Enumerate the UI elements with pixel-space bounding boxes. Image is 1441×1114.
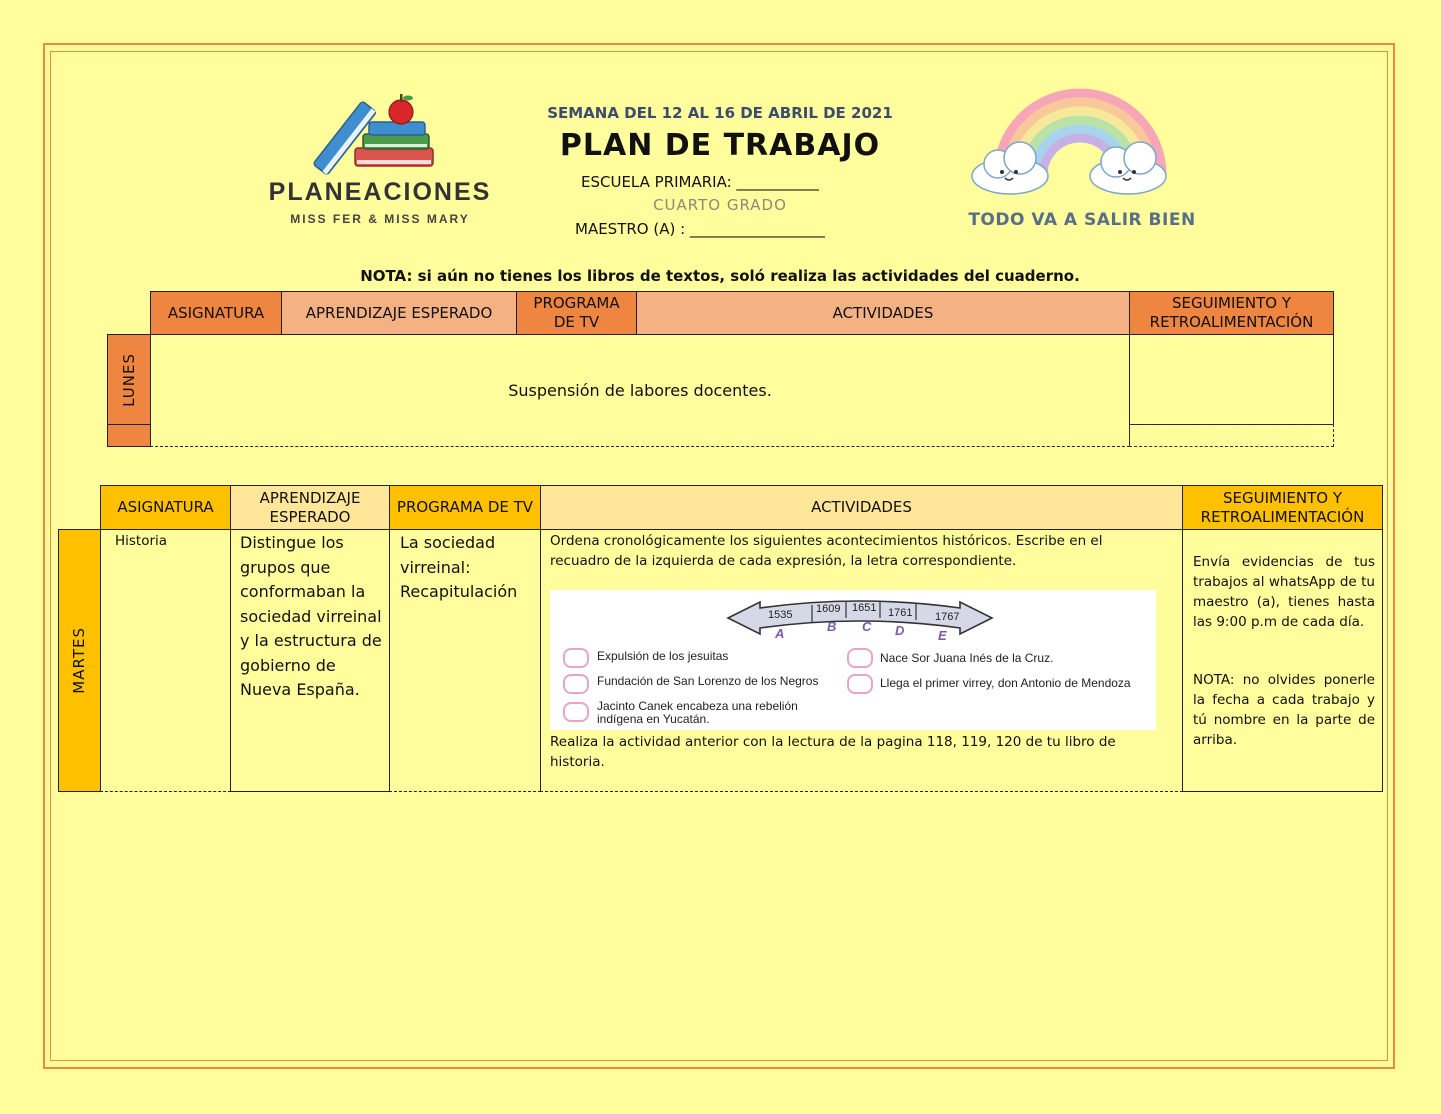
martes-asignatura: Historia — [115, 533, 168, 549]
lunes-day-extra — [107, 424, 151, 447]
martes-programa: La sociedad virreinal: Recapitulación — [400, 533, 518, 601]
martes-seguimiento-2: NOTA: no olvides ponerle la fecha a cada trabajo y tú nombre en la parte de arriba. — [1193, 672, 1375, 748]
timeline-option: Fundación de San Lorenzo de los Negros — [597, 674, 819, 688]
lunes-seguimiento — [1129, 334, 1334, 425]
grade-label: CUARTO GRADO — [653, 196, 787, 214]
martes-header-actividades: ACTIVIDADES — [540, 485, 1183, 530]
timeline-option: Llega el primer virrey, don Antonio de Mendoza — [880, 676, 1131, 690]
timeline-option: Expulsión de los jesuitas — [597, 649, 729, 663]
page-title: PLAN DE TRABAJO — [559, 128, 881, 163]
timeline-option: Jacinto Canek encabeza una rebelión indígena en Yucatán. — [597, 699, 798, 726]
logo-subtitle: MISS FER & MISS MARY — [290, 212, 470, 226]
lunes-text: Suspensión de labores docentes. — [508, 380, 772, 400]
timeline-letter: C — [862, 619, 872, 634]
lunes-header-actividades: ACTIVIDADES — [636, 291, 1130, 335]
lunes-day-label — [107, 334, 151, 425]
rainbow-caption: TODO VA A SALIR BIEN — [968, 210, 1196, 230]
martes-aprendizaje: Distingue los grupos que conformaban la sociedad virreinal y la estructura de gobierno de Nueva España. — [240, 533, 382, 699]
martes-actividades-intro: Ordena cronológicamente los siguientes acontecimientos históricos. Escribe en el recuadro de la izquierda de cada expresión, la letra correspondiente. — [550, 533, 1103, 569]
timeline-letter: E — [938, 628, 947, 643]
answer-box[interactable] — [847, 648, 873, 668]
lunes-header-seguimiento: SEGUIMIENTO Y RETROALIMENTACIÓN — [1129, 291, 1334, 335]
teacher-field: MAESTRO (A) : __________________ — [575, 220, 825, 238]
answer-box[interactable] — [563, 674, 589, 694]
timeline-year: 1535 — [768, 609, 793, 621]
lunes-header-asignatura: ASIGNATURA — [150, 291, 282, 335]
timeline-option: Nace Sor Juana Inés de la Cruz. — [880, 651, 1054, 665]
week-heading: SEMANA DEL 12 AL 16 DE ABRIL DE 2021 — [547, 104, 893, 122]
timeline-letter: A — [775, 626, 785, 641]
martes-seguimiento-1: Envía evidencias de tus trabajos al whatsApp de tu maestro (a), tienes hasta las 9:00 p.m de cada día. — [1193, 554, 1375, 630]
martes-header-seguimiento: SEGUIMIENTO Y RETROALIMENTACIÓN — [1182, 485, 1383, 530]
martes-day-text: MARTES — [70, 627, 89, 694]
lunes-day-text: LUNES — [119, 352, 138, 407]
timeline-year: 1767 — [935, 611, 960, 623]
martes-asignatura-cell — [100, 529, 231, 792]
timeline-year: 1651 — [852, 602, 877, 614]
planeaciones-logo — [255, 92, 505, 242]
martes-header-aprendizaje: APRENDIZAJE ESPERADO — [230, 485, 390, 530]
books-apple-icon — [255, 92, 505, 182]
martes-day-label — [58, 529, 101, 792]
answer-box[interactable] — [563, 702, 589, 722]
timeline-arrow-icon — [550, 590, 1156, 650]
school-field: ESCUELA PRIMARIA: ___________ — [581, 173, 819, 191]
timeline-letter: B — [827, 619, 837, 634]
lunes-seguimiento-extra — [1129, 424, 1334, 447]
rainbow-icon — [968, 80, 1198, 210]
answer-box[interactable] — [563, 648, 589, 668]
timeline-year: 1761 — [888, 607, 913, 619]
nota-text: NOTA: si aún no tienes los libros de textos, soló realiza las actividades del cuaderno. — [360, 267, 1080, 285]
lunes-content — [150, 334, 1130, 447]
martes-header-asignatura: ASIGNATURA — [100, 485, 231, 530]
timeline-year: 1609 — [816, 603, 841, 615]
martes-actividades-outro: Realiza la actividad anterior con la lectura de la pagina 118, 119, 120 de tu libro de historia. — [550, 734, 1116, 770]
timeline-exercise — [550, 590, 1156, 730]
lunes-header-aprendizaje: APRENDIZAJE ESPERADO — [281, 291, 517, 335]
martes-header-programa: PROGRAMA DE TV — [389, 485, 541, 530]
timeline-letter: D — [895, 623, 905, 638]
logo-title: PLANEACIONES — [268, 178, 492, 206]
answer-box[interactable] — [847, 674, 873, 694]
lunes-header-programa: PROGRAMA DE TV — [516, 291, 637, 335]
